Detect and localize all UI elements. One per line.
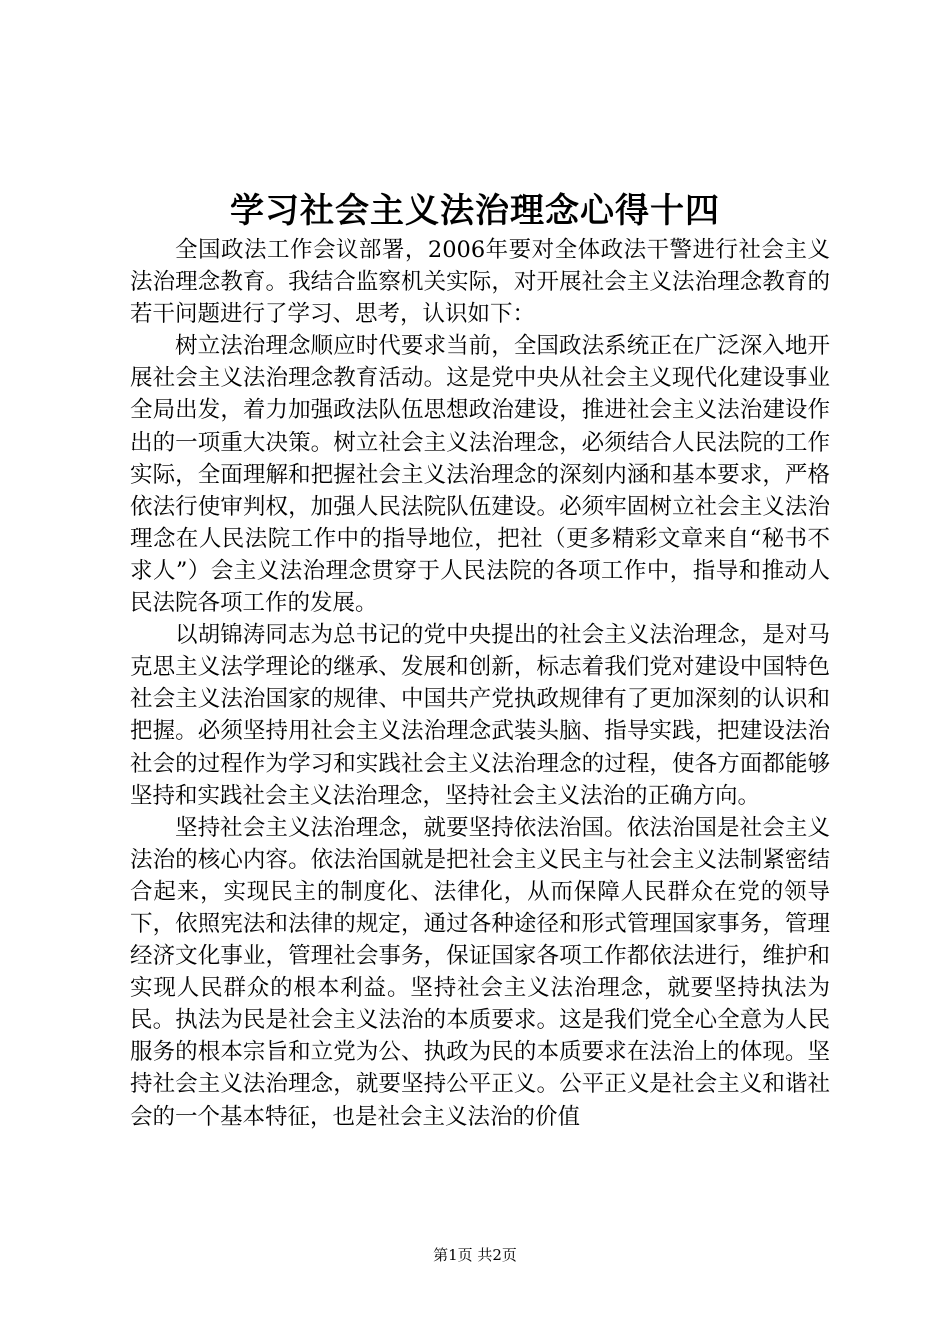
paragraph-party-central: 以胡锦涛同志为总书记的党中央提出的社会主义法治理念，是对马克思主义法学理论的继承、发展和创新，标志着我们党对建设中国特色社会主义法治国家的规律、中国共产党执政规律有了更加深刻的认识和把握。必须坚持用社会主义法治理念武装头脑、指导实践，把建设法治社会的过程作为学习和实践社会主义法治理念的过程，使各方面都能够坚持和实践社会主义法治理念，坚持社会主义法治的正确方向。 (130, 622, 830, 809)
paragraph-intro: 全国政法工作会议部署，2006年要对全体政法干警进行社会主义法治理念教育。我结合监察机关实际，对开展社会主义法治理念教育的若干问题进行了学习、思考，认识如下： (130, 237, 830, 328)
document-body (130, 234, 830, 1133)
paragraph-rule-of-law: 坚持社会主义法治理念，就要坚持依法治国。依法治国是社会主义法治的核心内容。依法治国就是把社会主义民主与社会主义法制紧密结合起来，实现民主的制度化、法律化，从而保障人民群众在党的领导下，依照宪法和法律的规定，通过各种途径和形式管理国家事务，管理经济文化事业，管理社会事务，保证国家各项工作都依法进行，维护和实现人民群众的根本利益。坚持社会主义法治理念，就要坚持执法为民。执法为民是社会主义法治的本质要求。这是我们党全心全意为人民服务的根本宗旨和立党为公、执政为民的本质要求在法治上的体现。坚持社会主义法治理念，就要坚持公平正义。公平正义是社会主义和谐社会的一个基本特征，也是社会主义法治的价值 (130, 814, 830, 1130)
paragraph-establish-concept: 树立法治理念顺应时代要求当前，全国政法系统正在广泛深入地开展社会主义法治理念教育活动。这是党中央从社会主义现代化建设事业全局出发，着力加强政法队伍思想政治建设，推进社会主义法治建设作出的一项重大决策。树立社会主义法治理念，必须结合人民法院的工作实际，全面理解和把握社会主义法治理念的深刻内涵和基本要求，严格依法行使审判权，加强人民法院队伍建设。必须牢固树立社会主义法治理念在人民法院工作中的指导地位，把社（更多精彩文章来自“秘书不求人”）会主义法治理念贯穿于人民法院的各项工作中，指导和推动人民法院各项工作的发展。 (130, 333, 830, 617)
page-number-footer: 第1页 共2页 (433, 1246, 517, 1264)
document-title: 学习社会主义法治理念心得十四 (230, 191, 720, 231)
